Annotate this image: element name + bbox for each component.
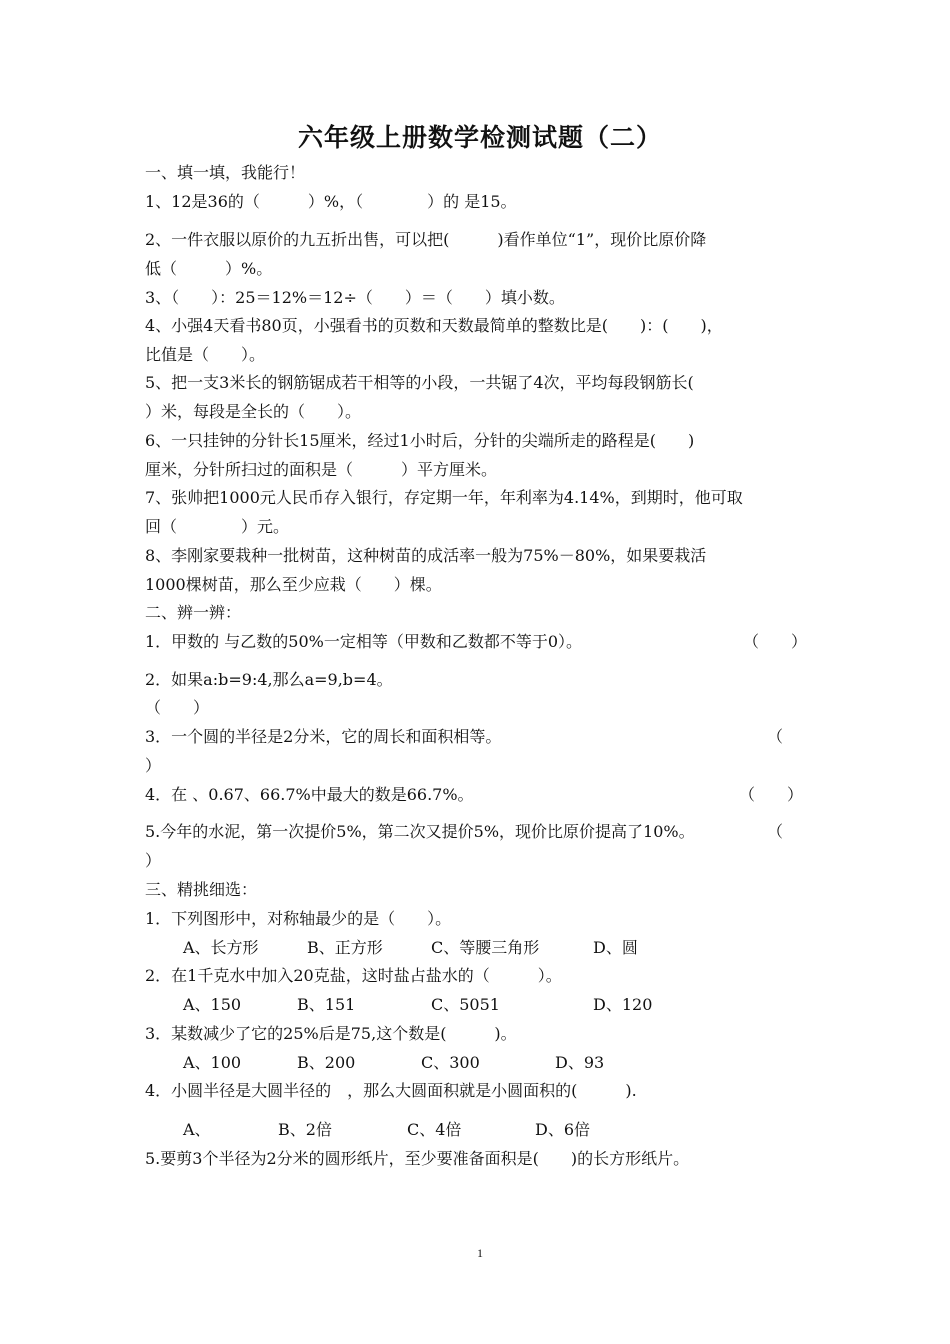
- s1-q6-line1: 6、一只挂钟的分针长15厘米，经过1小时后，分针的尖端所走的路程是( ): [145, 431, 695, 450]
- page-title: 六年级上册数学检测试题（二）: [297, 123, 662, 152]
- s3-q1-option-c: C、等腰三角形: [431, 938, 540, 957]
- s3-q4-option-d: D、6倍: [535, 1120, 591, 1139]
- section2-heading: 二、辨一辨：: [145, 603, 242, 622]
- s3-q1-option-b: B、正方形: [307, 938, 383, 957]
- s1-q8-line1: 8、李刚家要栽种一批树苗，这种树苗的成活率一般为75%－80%，如果要栽活: [145, 546, 707, 565]
- s3-q2-option-a: A、150: [183, 995, 242, 1014]
- s3-q2-option-d: D、120: [593, 995, 653, 1014]
- s1-q1: 1、12是36的（ ）%，（ ）的 是15。: [145, 192, 517, 211]
- s3-q4-option-a: A、: [183, 1120, 211, 1139]
- s3-q4: 4．小圆半径是大圆半径的 ，那么大圆面积就是小圆面积的( ).: [145, 1081, 637, 1100]
- s3-q5: 5.要剪3个半径为2分米的圆形纸片，至少要准备面积是( )的长方形纸片。: [145, 1149, 690, 1168]
- s2-q3-paren-open: （: [767, 727, 784, 746]
- s3-q1-option-a: A、长方形: [183, 938, 259, 957]
- s3-q3-option-b: B、200: [297, 1053, 356, 1072]
- s2-q5: 5.今年的水泥，第一次提价5%，第二次又提价5%，现价比原价提高了10%。: [145, 822, 695, 841]
- s3-q3: 3．某数减少了它的25%后是75,这个数是( )。: [145, 1024, 517, 1043]
- s3-q4-option-c: C、4倍: [407, 1120, 462, 1139]
- s1-q2-line1: 2、一件衣服以原价的九五折出售，可以把( )看作单位“1”，现价比原价降: [145, 230, 707, 249]
- s2-q2: 2．如果a:b=9:4,那么a=9,b=4。: [145, 670, 393, 689]
- s3-q1: 1．下列图形中，对称轴最少的是（ ）。: [145, 909, 452, 928]
- s1-q6-line2: 厘米，分针所扫过的面积是（ ）平方厘米。: [145, 460, 498, 479]
- s2-q2-answer-paren: （ ）: [145, 698, 210, 717]
- s2-q4-answer-paren: （ ）: [739, 785, 804, 804]
- s2-q5-paren-close: ）: [145, 851, 162, 870]
- s3-q2-option-b: B、151: [297, 995, 356, 1014]
- section1-heading: 一、填一填，我能行！: [145, 163, 306, 182]
- s1-q8-line2: 1000棵树苗，那么至少应栽（ ）棵。: [145, 575, 442, 594]
- page-number: 1: [477, 1246, 483, 1260]
- s1-q2-line2: 低（ ）%。: [145, 259, 273, 278]
- s2-q3: 3．一个圆的半径是2分米，它的周长和面积相等。: [145, 727, 502, 746]
- s1-q4-line1: 4、小强4天看书80页，小强看书的页数和天数最简单的整数比是( )：( )，: [145, 316, 723, 335]
- s3-q3-option-a: A、100: [183, 1053, 242, 1072]
- s2-q1: 1．甲数的 与乙数的50%一定相等（甲数和乙数都不等于0）。: [145, 632, 583, 651]
- s1-q5-line1: 5、把一支3米长的钢筋锯成若干相等的小段，一共锯了4次，平均每段钢筋长(: [145, 373, 694, 392]
- s3-q1-option-d: D、圆: [593, 938, 638, 957]
- s3-q3-option-d: D、93: [555, 1053, 605, 1072]
- s1-q3: 3、（ ）：25＝12%＝12÷（ ）＝（ ）填小数。: [145, 288, 565, 307]
- s3-q2-option-c: C、5051: [431, 995, 500, 1014]
- s1-q4-line2: 比值是（ ）。: [145, 345, 266, 364]
- s2-q5-paren-open: （: [767, 822, 784, 841]
- s1-q7-line1: 7、张帅把1000元人民币存入银行，存定期一年，年利率为4.14%，到期时，他可取: [145, 488, 743, 507]
- s3-q4-option-b: B、2倍: [278, 1120, 332, 1139]
- s3-q2: 2．在1千克水中加入20克盐，这时盐占盐水的（ ）。: [145, 966, 562, 985]
- s1-q5-line2: ）米，每段是全长的（ ）。: [145, 402, 362, 421]
- s2-q3-paren-close: ）: [145, 756, 162, 775]
- s2-q1-answer-paren: （ ）: [743, 632, 808, 651]
- s2-q4: 4．在 、0.67、66.7%中最大的数是66.7%。: [145, 785, 474, 804]
- s3-q3-option-c: C、300: [421, 1053, 480, 1072]
- section3-heading: 三、精挑细选：: [145, 880, 258, 899]
- s1-q7-line2: 回（ ）元。: [145, 517, 290, 536]
